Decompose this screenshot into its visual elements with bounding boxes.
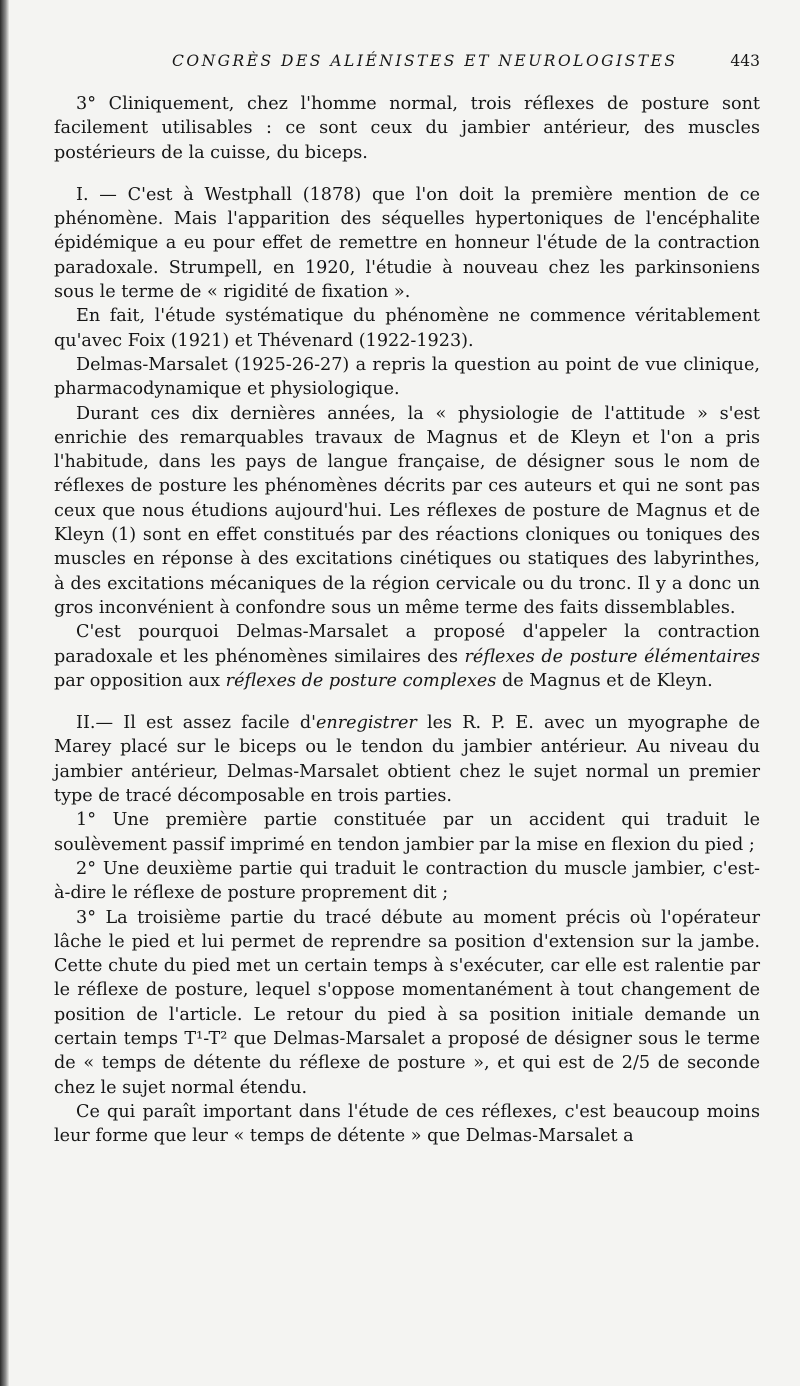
text-span: de Magnus et de Kleyn. bbox=[496, 670, 713, 691]
paragraph-physiology: Durant ces dix dernières années, la « physiologie de l'attitude » s'est enrichie des remarquables travaux de Magnus et de Kleyn et l'on a pris l'habitude, dans les pays de langue française, de désigner sous le nom de réflexes de posture les phénomènes décrits par ces auteurs et qui ne sont pas ceux que nous étudions aujourd'hui. Les réflexes de posture de Magnus et de Kleyn (1) sont en effet constitués par des réactions cloniques ou toniques des muscles en réponse à des excitations cinétiques ou statiques des labyrinthes, à des excitations mécaniques de la région cervicale ou du tronc. Il y a donc un gros inconvénient à confondre sous un même terme des faits dissemblables. bbox=[54, 403, 760, 618]
text-span: par opposition aux bbox=[54, 670, 226, 691]
emphasis-elementary: réflexes de posture élémentaires bbox=[464, 646, 760, 667]
page-number: 443 bbox=[730, 52, 760, 70]
paragraph-systematic-study: En fait, l'étude systématique du phénomène ne commence véritablement qu'avec Foix (1921) et Thévenard (1922-1923). bbox=[54, 306, 760, 351]
text-span: II.— Il est assez facile d' bbox=[76, 713, 317, 734]
paragraph-history: I. — C'est à Westphall (1878) que l'on doit la première mention de ce phénomène. Mais l'apparition des séquelles hypertoniques de l'encéphalite épidémique a eu pour effet de remettre en honneur l'étude de la contraction paradoxale. Strumpell, en 1920, l'étudie à nouveau chez les parkinsoniens sous le terme de « rigidité de fixation ». bbox=[54, 184, 760, 303]
page-binding-edge bbox=[0, 0, 9, 1386]
paragraph-part-2: 2° Une deuxième partie qui traduit le contraction du muscle jambier, c'est-à-dire le réflexe de posture proprement dit ; bbox=[54, 858, 760, 904]
paragraph-clinical: 3° Cliniquement, chez l'homme normal, trois réflexes de posture sont facilement utilisables : ce sont ceux du jambier antérieur, des muscles postérieurs de la cuisse, du biceps. bbox=[54, 94, 760, 163]
paragraph-recording bbox=[54, 711, 760, 808]
paragraph-part-1: 1° Une première partie constituée par un accident qui traduit le soulèvement passif imprimé en tendon jambier par la mise en flexion du pied ; bbox=[54, 810, 760, 855]
paragraph-conclusion: Ce qui paraît important dans l'étude de ces réflexes, c'est beaucoup moins leur forme que leur « temps de détente » que Delmas-Marsalet a bbox=[54, 1101, 760, 1147]
running-title: CONGRÈS DES ALIÉNISTES ET NEUROLOGISTES bbox=[172, 52, 678, 70]
text-span: les R. P. E. avec un myographe de Marey placé sur le biceps ou le tendon du jambier antérieur. Au niveau du jambier antérieur, Delmas-Marsalet obtient chez le sujet normal un premier type de tracé décomposable en trois parties. bbox=[54, 713, 760, 807]
emphasis-record: enregistrer bbox=[316, 713, 417, 734]
emphasis-complex: réflexes de posture complexes bbox=[225, 670, 497, 691]
page-header bbox=[54, 52, 760, 76]
body-text bbox=[54, 92, 760, 1148]
paragraph-part-3: 3° La troisième partie du tracé débute au moment précis où l'opérateur lâche le pied et lui permet de reprendre sa position d'extension sur la jambe. Cette chute du pied met un certain temps à s'exécuter, car elle est ralentie par le réflexe de posture, lequel s'oppose momentanément à tout changement de position de l'article. Le retour du pied à sa position initiale demande un certain temps T¹-T² que Delmas-Marsalet a proposé de désigner sous le terme de « temps de détente du réflexe de posture », et qui est de 2/5 de seconde chez le sujet normal étendu. bbox=[54, 907, 760, 1098]
paragraph-delmas-marsalet: Delmas-Marsalet (1925-26-27) a repris la question au point de vue clinique, pharmacodynamique et physiologique. bbox=[54, 354, 760, 400]
paragraph-terminology bbox=[54, 620, 760, 693]
text-span: C'est pourquoi Delmas-Marsalet a proposé d'appeler la contraction paradoxale et les phénomènes similaires des bbox=[54, 622, 760, 667]
